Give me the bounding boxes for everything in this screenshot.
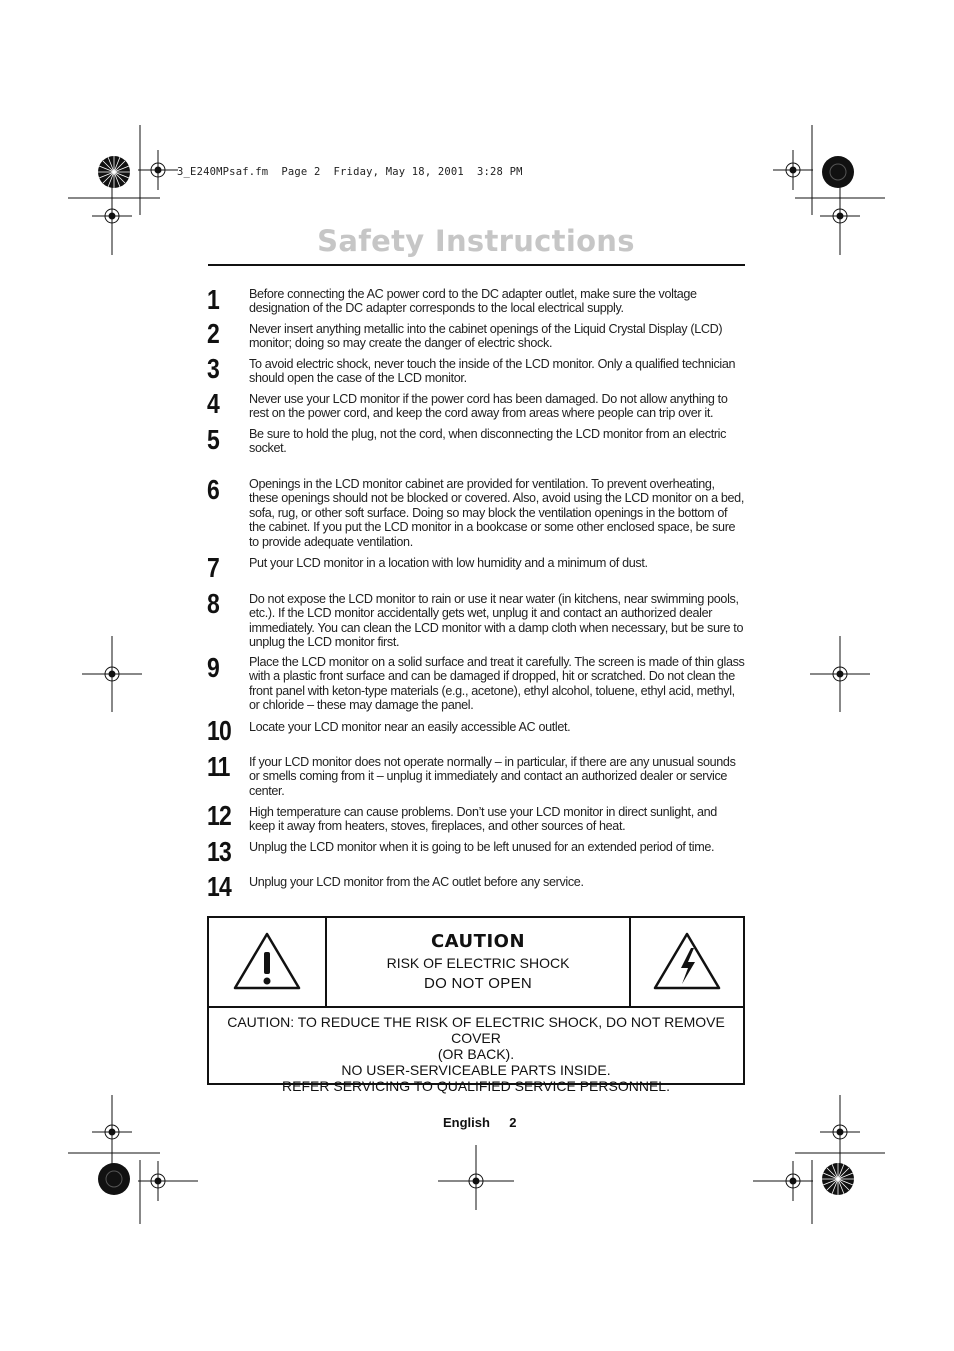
instruction-number: 4 [207, 388, 219, 419]
instruction-number: 14 [207, 871, 231, 902]
instruction-text: Never insert anything metallic into the cabinet openings of the Liquid Crystal Display (LCD) monitor; doing so may create the danger of electric shock. [249, 322, 723, 351]
instruction-number: 6 [207, 474, 219, 505]
caution-box [207, 916, 745, 1094]
instruction-number: 8 [207, 588, 219, 619]
caution-bottom-line: CAUTION: TO REDUCE THE RISK OF ELECTRIC SHOCK, DO NOT REMOVE COVER [227, 1014, 725, 1046]
page-footer [443, 1115, 516, 1130]
instruction-number: 9 [207, 652, 219, 683]
caution-line-1: RISK OF ELECTRIC SHOCK [386, 955, 570, 971]
footer-language: English [443, 1115, 490, 1130]
title-rule [208, 264, 745, 266]
caution-header-row [209, 918, 743, 1008]
caution-bottom-line: (OR BACK). [437, 1046, 515, 1062]
caution-center-cell [327, 918, 629, 1006]
caution-bottom-line: REFER SERVICING TO QUALIFIED SERVICE PERSONNEL. [282, 1078, 670, 1094]
instruction-number: 12 [207, 800, 231, 831]
instruction-number: 3 [207, 353, 219, 384]
instruction-text: Unplug your LCD monitor from the AC outlet before any service. [249, 875, 584, 889]
page-title: Safety Instructions [317, 224, 635, 258]
instruction-number: 10 [207, 715, 231, 746]
caution-bottom-line: NO USER-SERVICEABLE PARTS INSIDE. [341, 1062, 611, 1078]
instruction-number: 5 [207, 424, 219, 455]
file-info-header: 3_E240MPsaf.fm Page 2 Friday, May 18, 2001 3:28 PM [177, 166, 523, 178]
caution-warning-text [209, 1008, 743, 1094]
instruction-number: 11 [207, 751, 230, 782]
instruction-text: Place the LCD monitor on a solid surface and treat it carefully. The screen is made of thin glass with a plastic front surface and can be damaged if dropped, hit or scratched. Do not clean the front panel with keton-type materials (e.g., acetone), ethyl alcohol, toluene, ethyl acid, methyl, or chloride – these may damage the panel. [249, 655, 745, 713]
instruction-text: If your LCD monitor does not operate normally – in particular, if there are any unusual sounds or smells coming from it – unplug it immediately and contact an authorized dealer or service center. [249, 755, 736, 798]
instruction-number: 1 [207, 284, 219, 315]
footer-page-number: 2 [509, 1115, 517, 1130]
caution-line-2: DO NOT OPEN [423, 975, 533, 992]
instruction-text: Never use your LCD monitor if the power cord has been damaged. Do not allow anything to rest on the power cord, and keep the cord away from areas where people can trip over it. [249, 392, 728, 421]
instruction-text: Unplug the LCD monitor when it is going to be left unused for an extended period of time. [249, 840, 715, 854]
instruction-text: Do not expose the LCD monitor to rain or use it near water (in kitchens, near swimming pools, etc.). If the LCD monitor accidentally gets wet, unplug it and contact an authorized dealer immediately. You can clean the LCD monitor with a damp cloth when necessary, but be sure to unplug the LCD monitor first. [249, 592, 744, 650]
instruction-number: 2 [207, 318, 219, 349]
caution-right-cell [629, 918, 743, 1006]
instruction-text: Openings in the LCD monitor cabinet are provided for ventilation. To prevent overheating, these openings should not be blocked or covered. Also, avoid using the LCD monitor on a bed, sofa, rug, or other soft surface. Doing so may block the ventilation openings in the bottom of the cabinet. If you put the LCD monitor in a bookcase or some other enclosed space, be sure to provide adequate ventilation. [249, 477, 744, 549]
caution-left-cell [209, 918, 327, 1006]
caution-title: CAUTION [430, 931, 526, 952]
exclamation-triangle-icon [209, 918, 325, 1006]
instruction-number: 13 [207, 836, 231, 867]
lightning-triangle-icon [631, 918, 743, 1006]
instruction-text: High temperature can cause problems. Don’t use your LCD monitor in direct sunlight, and keep it away from heaters, stoves, fireplaces, and other sources of heat. [249, 805, 717, 834]
instruction-text: Put your LCD monitor in a location with low humidity and a minimum of dust. [249, 556, 648, 570]
instruction-number: 7 [207, 552, 219, 583]
instruction-text: To avoid electric shock, never touch the inside of the LCD monitor. Only a qualified technician should open the case of the LCD monitor. [249, 357, 736, 386]
instruction-text: Locate your LCD monitor near an easily accessible AC outlet. [249, 720, 571, 734]
instruction-text: Before connecting the AC power cord to the DC adapter outlet, make sure the voltage designation of the DC adapter corresponds to the local electrical supply. [249, 287, 697, 316]
instruction-text: Be sure to hold the plug, not the cord, when disconnecting the LCD monitor from an electric socket. [249, 427, 727, 456]
